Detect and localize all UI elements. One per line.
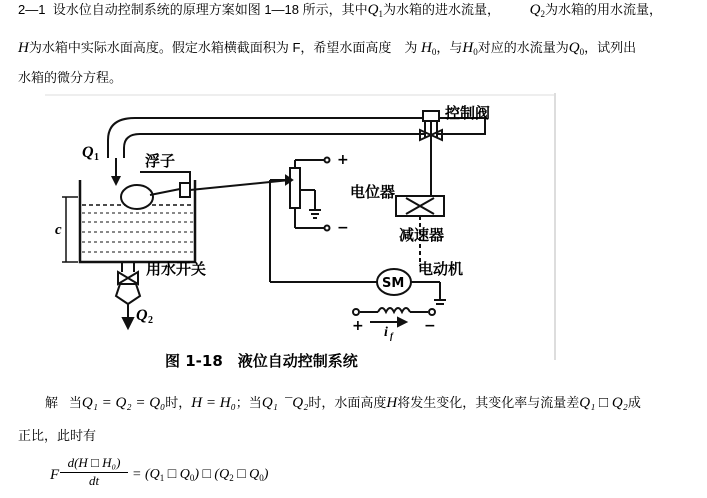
h0-symbol-2: $H_0$ <box>462 40 478 57</box>
q0-symbol: $Q_0$ <box>568 40 585 57</box>
solution-eq1: Q₁ = Q₂ = Q₀ <box>81 395 166 411</box>
q2-figure-label: Q <box>136 307 148 324</box>
solution-text-a: 当 <box>68 395 82 410</box>
potentiometer-label: 电位器 <box>350 183 396 201</box>
solution-line-2: 正比，此时有 <box>18 428 97 443</box>
solution-eq3: Q₁ <box>261 395 278 411</box>
solution-text-f: 成 <box>627 395 641 410</box>
problem-text-2d: ，试列出 <box>584 40 637 55</box>
q1-figure-label: Q <box>82 144 94 161</box>
q1-symbol: $Q_1$ <box>367 2 383 19</box>
solution-eq2: H = H₀ <box>191 395 236 411</box>
motor-label: 电动机 <box>418 260 464 278</box>
reducer-label: 减速器 <box>399 226 445 244</box>
solution-text-b: 时， <box>165 395 192 410</box>
solution-line-1 <box>45 395 641 411</box>
q2-symbol: $Q_2$ <box>529 2 545 19</box>
switch-label: 用水开关 <box>146 260 207 278</box>
field-coil <box>353 308 435 326</box>
problem-text-1a: 设水位自动控制系统的原理方案如图 1—18 所示，其中 <box>52 2 368 17</box>
coil-minus-label: − <box>424 318 436 334</box>
solution-jie: 解 <box>45 395 59 410</box>
control-valve-label: 控制阀 <box>445 104 491 122</box>
motor-symbol-text: SM <box>382 276 405 291</box>
coil-plus-label: + <box>352 318 364 334</box>
h-symbol: H <box>18 40 29 56</box>
if-sub-label: f <box>390 331 393 341</box>
c-figure-label: c <box>55 222 62 238</box>
eq-f: F <box>50 467 60 483</box>
problem-line-3: 水箱的微分方程。 <box>18 70 123 85</box>
float-assembly <box>121 172 290 209</box>
problem-number: 2—1 <box>18 2 46 17</box>
solution-eq4: Q₂ <box>292 395 309 411</box>
float-label: 浮子 <box>145 152 176 170</box>
plus-label: + <box>337 152 349 168</box>
eq-rhs: = ($Q_1$ □ $Q_0$) □ ($Q_2$ □ $Q_0$) <box>132 467 269 483</box>
solution-text-e: 将发生变化，其变化率与流量差 <box>397 395 580 410</box>
q2-figure-sub: 2 <box>148 315 153 326</box>
reducer-symbol <box>396 180 444 266</box>
inflow-arrowhead <box>111 176 121 186</box>
h0-symbol: $H_0$ <box>421 40 437 57</box>
problem-text-1b: 为水箱的进水流量， <box>382 2 500 17</box>
minus-label: − <box>337 220 349 236</box>
eq-denominator: dt <box>88 473 100 488</box>
q1-figure-sub: 1 <box>94 152 99 163</box>
eq-numerator: d(H □ H₀) <box>67 455 121 470</box>
problem-text-1c: 为水箱的用水流量， <box>544 2 662 17</box>
solution-h: H <box>386 395 398 411</box>
eq-fraction <box>60 455 128 489</box>
control-valve-symbol <box>420 111 442 200</box>
if-label: i <box>384 325 388 340</box>
height-dimension <box>62 197 78 262</box>
problem-text-2c: 对应的水流量为 <box>477 40 569 55</box>
solution-eq5: Q₁ □ Q₂ <box>579 395 628 411</box>
problem-text-2a: 为水箱中实际水面高度。假定水箱横截面积为 F，希望水面高度 为 <box>28 40 418 55</box>
potentiometer-symbol <box>270 158 330 231</box>
solution-text-c: ；当 <box>235 395 262 410</box>
solution-neq: ¯ <box>285 395 293 410</box>
problem-text-2b: ，与 <box>436 40 463 55</box>
solution-text-d: 时，水面高度 <box>308 395 387 410</box>
figure-caption: 图 1-18 液位自动控制系统 <box>165 352 358 370</box>
